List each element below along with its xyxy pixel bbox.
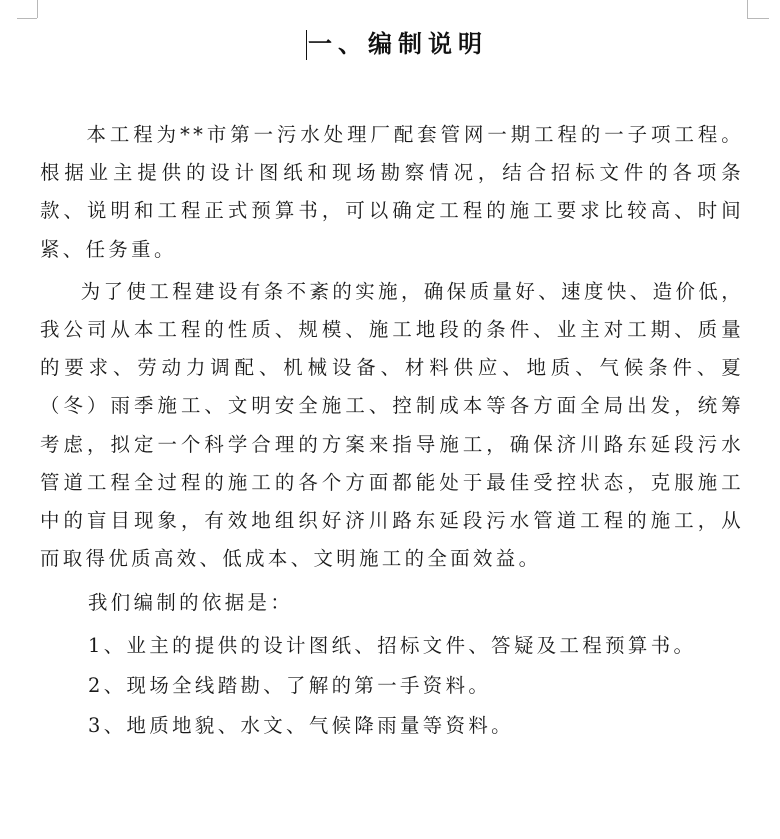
crop-mark-top-left-horizontal	[17, 18, 37, 19]
section-title[interactable]: 一、编制说明	[308, 30, 488, 58]
basis-item-2[interactable]: 2、现场全线踏勘、了解的第一手资料。	[88, 673, 492, 697]
crop-mark-top-left	[37, 0, 38, 18]
document-body[interactable]	[40, 116, 744, 747]
crop-mark-top-right	[747, 0, 748, 18]
paragraph-project-overview[interactable]: 本工程为**市第一污水处理厂配套管网一期工程的一子项工程。根据业主提供的设计图纸和现场勘察情况，结合招标文件的各项条款、说明和工程正式预算书，可以确定工程的施工要求比较高、时间紧、任务重。	[40, 123, 744, 261]
basis-item-1[interactable]: 1、业主的提供的设计图纸、招标文件、答疑及工程预算书。	[88, 633, 697, 657]
basis-intro[interactable]: 我们编制的依据是：	[88, 591, 294, 615]
basis-item-3[interactable]: 3、地质地貌、水文、气候降雨量等资料。	[88, 714, 514, 738]
crop-mark-top-right-horizontal	[747, 18, 769, 19]
text-cursor	[306, 30, 307, 60]
paragraph-planning-goals[interactable]: 为了使工程建设有条不紊的实施，确保质量好、速度快、造价低，我公司从本工程的性质、规模、施工地段的条件、业主对工期、质量的要求、劳动力调配、机械设备、材料供应、地质、气候条件、夏（冬）雨季施工、文明安全施工、控制成本等各方面全局出发，统筹考虑，拟定一个科学合理的方案来指导施工，确保济川路东延段污水管道工程全过程的施工的各个方面都能处于最佳受控状态，克服施工中的盲目现象，有效地组织好济川路东延段污水管道工程的施工，从而取得优质高效、低成本、文明施工的全面效益。	[40, 279, 744, 571]
